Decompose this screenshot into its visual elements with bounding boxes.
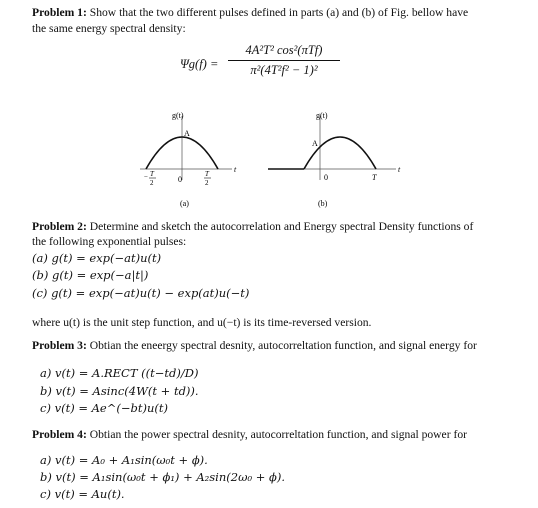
problem2-item-c: (c) g(t) = exp(−at)u(t) − exp(at)u(−t): [32, 286, 250, 300]
problem4-item-a: a) v(t) = A₀ + A₁sin(ω₀t + ϕ).: [40, 453, 208, 467]
fig-b-xlabel: t: [398, 165, 401, 174]
problem2-line1: [32, 220, 473, 233]
problem3-item-b: b) v(t) = Asinc(4W(t + td)).: [40, 384, 199, 398]
problem1-text1: Show that the two different pulses defined in parts (a) and (b) of Fig. bellow have: [89, 6, 469, 19]
fig-b-tick-zero: 0: [324, 173, 328, 182]
equation-numerator: 4A²T² cos²(πTf): [228, 43, 340, 61]
fig-a-tick-neg-den: 2: [150, 179, 154, 187]
problem3-line: [32, 339, 477, 352]
problem4-item-b: b) v(t) = A₁sin(ω₀t + ϕ₁) + A₂sin(2ω₀ + ϕ).: [40, 470, 285, 484]
problem4-text: Obtian the power spectral desnity, autocorreltation function, and signal power for: [89, 428, 467, 441]
energy-spectral-density-equation: [180, 43, 380, 93]
problem3-title: Problem 3:: [32, 339, 87, 352]
problem1-line1: [32, 6, 468, 19]
problem3-item-a: a) v(t) = A.RECT ((t−td)/D): [40, 366, 199, 380]
problem2-text1: Determine and sketch the autocorrelation and Energy spectral Density functions of: [89, 220, 474, 233]
fig-b-peak-label: A: [312, 139, 318, 148]
fig-a-tick-neg-sign: −: [144, 173, 148, 181]
fig-a-tick-pos-num: T: [205, 170, 209, 178]
equation-lhs: Ψg(f) =: [180, 57, 219, 71]
fig-a-caption: (a): [180, 199, 189, 208]
fig-a-peak-label: A: [184, 129, 190, 138]
problem4-item-c: c) v(t) = Au(t).: [40, 487, 125, 501]
fig-a-xlabel: t: [234, 165, 237, 174]
fig-b-tick-T: T: [372, 173, 377, 182]
fig-a-tick-neg-num: T: [150, 170, 154, 178]
problem1-text2: the same energy spectral density:: [32, 22, 186, 35]
equation-denominator: π²(4T²f² − 1)²: [250, 63, 318, 77]
fig-a-ylabel: g(t): [172, 111, 184, 120]
problem4-line: [32, 428, 467, 441]
fig-a-tick-pos-den: 2: [205, 179, 209, 187]
problem3-item-c: c) v(t) = Ae^(−bt)u(t): [40, 401, 168, 415]
pulse-figure-b: [268, 108, 408, 210]
problem4-title: Problem 4:: [32, 428, 87, 441]
problem2-title: Problem 2:: [32, 220, 87, 233]
problem2-note: where u(t) is the unit step function, and u(−t) is its time-reversed version.: [32, 316, 372, 329]
problem3-text: Obtian the eneergy spectral desnity, autocorreltation function, and signal energy for: [89, 339, 477, 352]
problem2-item-b: (b) g(t) = exp(−a|t|): [32, 268, 149, 282]
equation-fraction: [228, 43, 340, 78]
fig-a-tick-zero: 0: [178, 175, 182, 184]
fig-b-caption: (b): [318, 199, 328, 208]
problem2-text2: the following exponential pulses:: [32, 235, 187, 248]
pulse-figure-a: [140, 108, 250, 210]
problem1-title: Problem 1:: [32, 6, 87, 19]
problem2-item-a: (a) g(t) = exp(−at)u(t): [32, 251, 162, 265]
fig-b-ylabel: g(t): [316, 111, 328, 120]
